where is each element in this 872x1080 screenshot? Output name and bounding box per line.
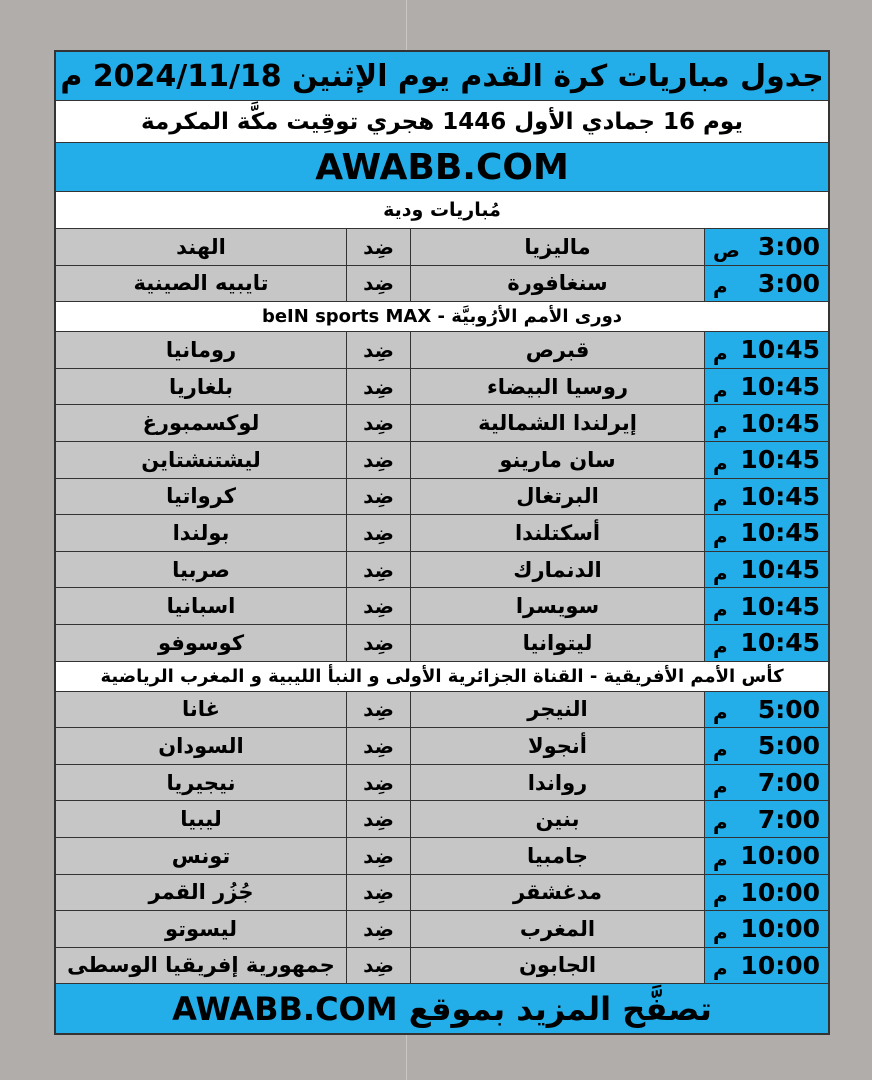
home-team: سان مارينو [410, 442, 704, 478]
match-time [704, 875, 828, 911]
home-team: مدغشقر [410, 875, 704, 911]
away-team: ليشتنشتاين [141, 447, 261, 472]
match-ampm: م [713, 700, 728, 725]
match-ampm: م [713, 274, 728, 299]
home-team: سويسرا [410, 588, 704, 624]
home-team: رواندا [410, 765, 704, 801]
match-ampm: م [713, 773, 728, 798]
away-team: غانا [182, 697, 221, 722]
match-ampm: م [713, 560, 728, 585]
hijri-date: يوم 16 جمادي الأول 1446 هجري توقِيت مكَّة المكرمة [56, 101, 828, 143]
away-team: تايبيه الصينية [133, 271, 269, 296]
away-team: نيجيريا [166, 770, 236, 795]
match-time [704, 405, 828, 441]
match-clock: 10:45 [740, 335, 820, 365]
away-team: لوكسمبورغ [142, 411, 260, 436]
match-ampm: م [713, 487, 728, 512]
site-name: AWABB.COM [56, 143, 828, 192]
match-time [704, 588, 828, 624]
versus-label: ضِد [346, 801, 410, 837]
match-ampm: م [713, 414, 728, 439]
match-ampm: ص [713, 237, 740, 262]
match-time [704, 728, 828, 764]
home-team: أنجولا [410, 728, 704, 764]
away-team: اسبانيا [166, 594, 236, 619]
match-ampm: م [713, 883, 728, 908]
match-time [704, 948, 828, 984]
match-clock: 5:00 [757, 731, 820, 761]
match-row [56, 911, 828, 948]
versus-label: ضِد [346, 479, 410, 515]
home-team: قبرص [410, 332, 704, 368]
match-row [56, 405, 828, 442]
match-clock: 10:45 [740, 408, 820, 438]
match-clock: 10:45 [740, 372, 820, 402]
match-clock: 10:45 [740, 628, 820, 658]
match-row [56, 765, 828, 802]
match-row [56, 801, 828, 838]
match-time [704, 838, 828, 874]
away-team: الهند [176, 234, 226, 259]
match-clock: 10:00 [740, 914, 820, 944]
versus-label: ضِد [346, 229, 410, 265]
away-team: كرواتيا [166, 484, 236, 509]
away-team: بولندا [172, 520, 230, 545]
match-row [56, 838, 828, 875]
home-team: المغرب [410, 911, 704, 947]
match-ampm: م [713, 846, 728, 871]
home-team: روسيا البيضاء [410, 369, 704, 405]
match-clock: 5:00 [757, 694, 820, 724]
versus-label: ضِد [346, 838, 410, 874]
section-title-afcon: كأس الأمم الأفريقية - القناة الجزائرية الأولى و النبأ الليبية و المغرب الرياضية [56, 662, 828, 692]
home-team: البرتغال [410, 479, 704, 515]
match-time [704, 911, 828, 947]
match-time [704, 369, 828, 405]
away-team: رومانيا [165, 337, 237, 362]
match-row [56, 875, 828, 912]
away-team: جمهورية إفريقيا الوسطى [67, 953, 335, 978]
match-clock: 10:00 [740, 877, 820, 907]
home-team: إيرلندا الشمالية [410, 405, 704, 441]
versus-label: ضِد [346, 266, 410, 302]
home-team: ماليزيا [410, 229, 704, 265]
match-ampm: م [713, 377, 728, 402]
home-team: أسكتلندا [410, 515, 704, 551]
match-ampm: م [713, 956, 728, 981]
match-clock: 10:00 [740, 950, 820, 980]
match-time [704, 229, 828, 265]
home-team: بنين [410, 801, 704, 837]
match-time [704, 266, 828, 302]
match-time [704, 801, 828, 837]
versus-label: ضِد [346, 515, 410, 551]
match-row [56, 625, 828, 662]
match-time [704, 479, 828, 515]
match-row [56, 266, 828, 303]
match-row [56, 552, 828, 589]
away-team: بلغاريا [168, 374, 234, 399]
match-ampm: م [713, 633, 728, 658]
match-clock: 3:00 [757, 232, 820, 262]
versus-label: ضِد [346, 728, 410, 764]
match-row [56, 369, 828, 406]
versus-label: ضِد [346, 875, 410, 911]
home-team: الجابون [410, 948, 704, 984]
away-team: ليسوتو [164, 916, 238, 941]
match-clock: 10:45 [740, 518, 820, 548]
match-time [704, 515, 828, 551]
match-row [56, 948, 828, 985]
versus-label: ضِد [346, 911, 410, 947]
match-time [704, 625, 828, 661]
match-ampm: م [713, 810, 728, 835]
match-time [704, 692, 828, 728]
match-row [56, 479, 828, 516]
match-row [56, 229, 828, 266]
away-team: ليبيا [180, 807, 222, 832]
home-team: جامبيا [410, 838, 704, 874]
away-team: السودان [158, 733, 244, 758]
match-ampm: م [713, 736, 728, 761]
home-team: سنغافورة [410, 266, 704, 302]
match-clock: 10:45 [740, 481, 820, 511]
versus-label: ضِد [346, 948, 410, 984]
versus-label: ضِد [346, 442, 410, 478]
match-row [56, 332, 828, 369]
match-ampm: م [713, 523, 728, 548]
match-time [704, 332, 828, 368]
footer-banner: تصفَّح المزيد بموقع AWABB.COM [56, 984, 828, 1033]
away-team: جُزُر القمر [148, 880, 254, 905]
away-team: تونس [171, 843, 231, 868]
versus-label: ضِد [346, 332, 410, 368]
page-title: جدول مباريات كرة القدم يوم الإثنين 2024/11/18 م [56, 52, 828, 101]
match-ampm: م [713, 340, 728, 365]
match-time [704, 442, 828, 478]
match-time [704, 552, 828, 588]
match-ampm: م [713, 450, 728, 475]
home-team: النيجر [410, 692, 704, 728]
versus-label: ضِد [346, 588, 410, 624]
versus-label: ضِد [346, 405, 410, 441]
away-team: صربيا [172, 557, 230, 582]
match-clock: 10:00 [740, 841, 820, 871]
match-clock: 10:45 [740, 591, 820, 621]
versus-label: ضِد [346, 765, 410, 801]
match-row [56, 728, 828, 765]
match-row [56, 692, 828, 729]
match-row [56, 442, 828, 479]
section-title-nations-league: دورى الأمم الأرُوبيَّة - beIN sports MAX [56, 302, 828, 332]
match-clock: 7:00 [757, 768, 820, 798]
versus-label: ضِد [346, 552, 410, 588]
match-clock: 7:00 [757, 804, 820, 834]
match-time [704, 765, 828, 801]
home-team: ليتوانيا [410, 625, 704, 661]
home-team: الدنمارك [410, 552, 704, 588]
versus-label: ضِد [346, 369, 410, 405]
match-clock: 3:00 [757, 268, 820, 298]
match-clock: 10:45 [740, 445, 820, 475]
section-title-friendlies: مُباريات ودية [56, 192, 828, 229]
match-clock: 10:45 [740, 555, 820, 585]
away-team: كوسوفو [157, 630, 245, 655]
match-ampm: م [713, 597, 728, 622]
versus-label: ضِد [346, 692, 410, 728]
match-row [56, 588, 828, 625]
match-schedule-table [54, 50, 830, 1035]
match-ampm: م [713, 919, 728, 944]
match-row [56, 515, 828, 552]
versus-label: ضِد [346, 625, 410, 661]
